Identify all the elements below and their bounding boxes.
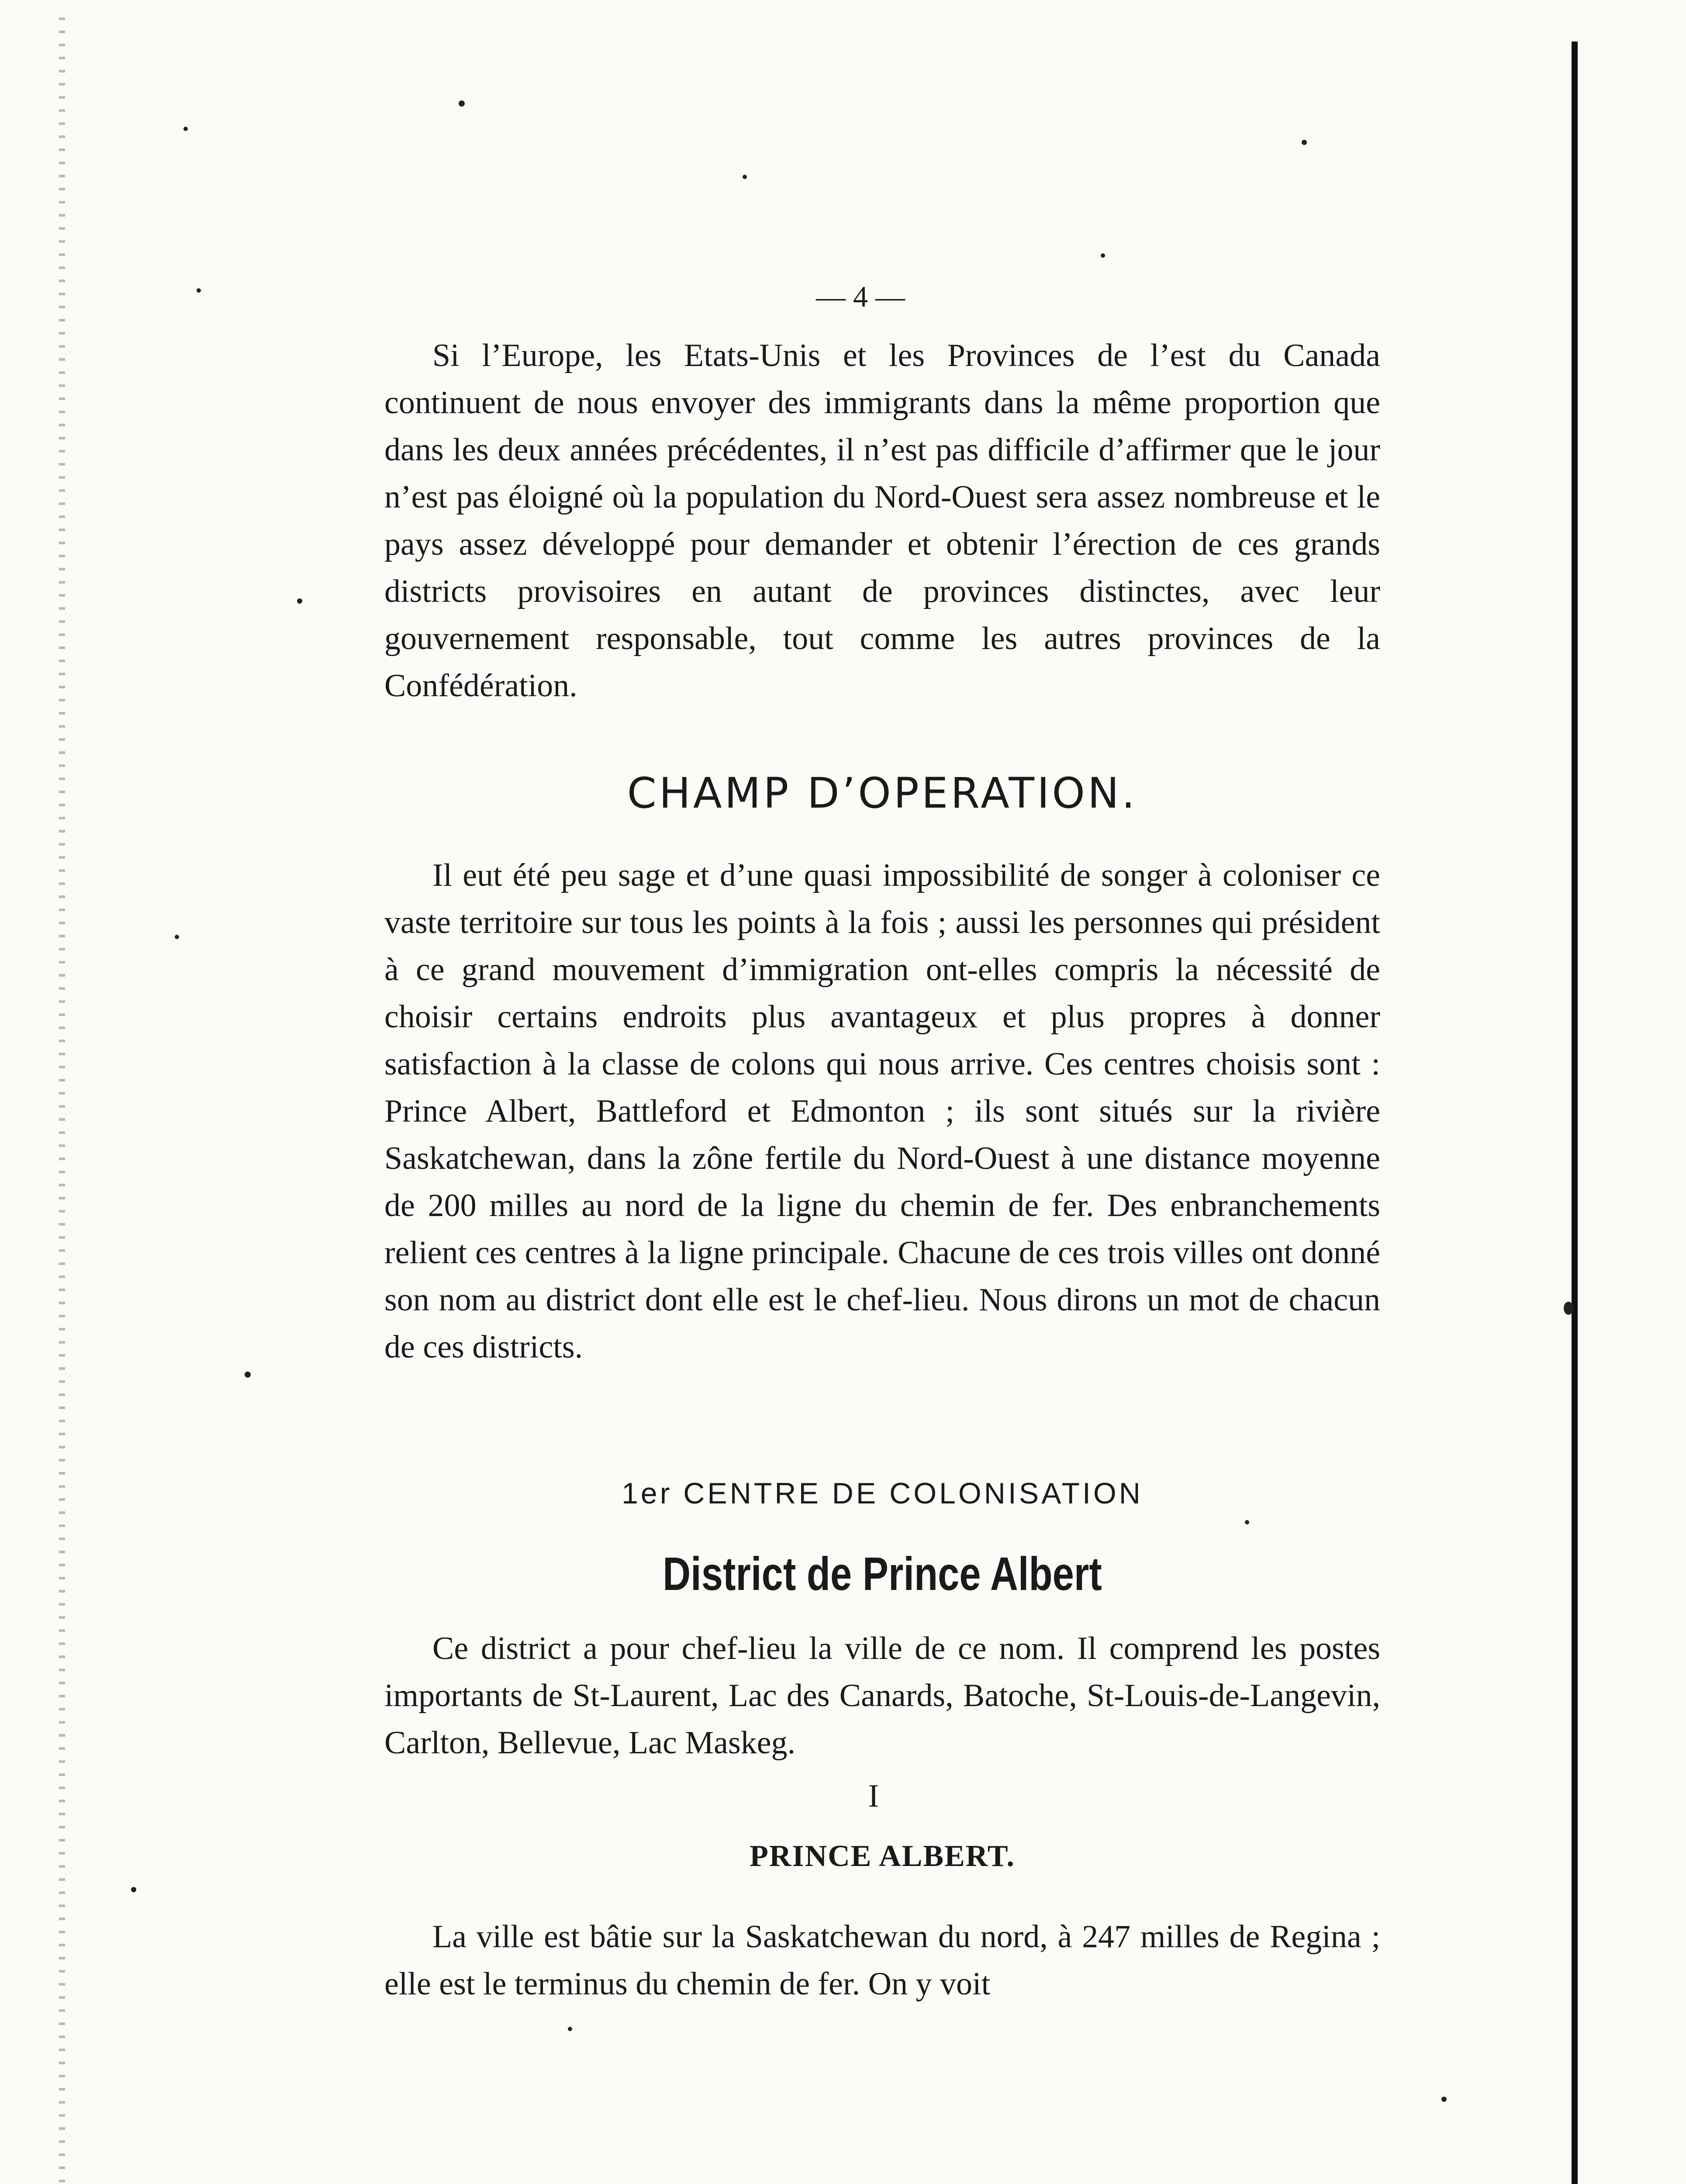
scan-speck [175, 935, 179, 939]
scan-speck [197, 288, 201, 293]
champ-text-block [384, 852, 1380, 1371]
paragraph-district: Ce district a pour chef-lieu la ville de ce nom. Il comprend les postes importants de St-Laurent, Lac des Canards, Batoche, St-Louis-de-Langevin, Carlton, Bellevue, Lac Maskeg. [384, 1631, 1380, 1761]
district-text-block [384, 1625, 1380, 1766]
paragraph-prince-albert: La ville est bâtie sur la Saskatchewan du nord, à 247 milles de Regina ; elle est le terminus du chemin de fer. On y voit [384, 1919, 1380, 2002]
heading-prince-albert: PRINCE ALBERT. [750, 1839, 1015, 1873]
scan-speck [245, 1372, 251, 1378]
heading-champ-operation: CHAMP D’OPERATION. [627, 769, 1138, 818]
paragraph-champ-operation: Il eut été peu sage et d’une quasi impossibilité de songer à coloniser ce vaste territoire sur tous les points à la fois ; aussi les personnes qui président à ce grand mouvement d’immigration ont-elles compris la nécessité de choisir certains endroits plus avantageux et plus propres à donner satisfaction à la classe de colons qui nous arrive. Ces centres choisis sont : Prince Albert, Battleford et Edmonton ; ils sont situés sur la rivière Saskatchewan, dans la zône fertile du Nord-Ouest à une distance moyenne de 200 milles au nord de la ligne du chemin de fer. Des enbranchements relient ces centres à la ligne principale. Chacune de ces trois villes ont donné son nom au district dont elle est le chef-lieu. Nous dirons un mot de chacun de ces districts. [384, 857, 1380, 1365]
scan-right-border [1572, 41, 1578, 2184]
page-number: — 4 — [816, 280, 905, 313]
scan-left-edge [59, 17, 65, 2184]
scan-speck [568, 2027, 572, 2031]
scan-speck [459, 100, 465, 107]
section-numeral: I [868, 1778, 879, 1814]
paragraph-intro: Si l’Europe, les Etats-Unis et les Provinces de l’est du Canada continuent de nous envoyer des immigrants dans la même proportion que dans les deux années précédentes, il n’est pas difficile d’affirmer que le jour n’est pas éloigné où la population du Nord-Ouest sera assez nombreuse et le pays assez développé pour demander et obtenir l’érection de ces grands districts provisoires en autant de provinces distinctes, avec leur gouvernement responsable, tout comme les autres provinces de la Confédération. [384, 338, 1380, 704]
heading-district-prince-albert: District de Prince Albert [663, 1547, 1102, 1600]
scan-speck [1564, 1302, 1573, 1315]
scan-speck [1101, 253, 1105, 258]
scan-speck [743, 175, 747, 179]
scan-speck [183, 127, 188, 131]
heading-centre-colonisation: 1er CENTRE DE COLONISATION [622, 1477, 1143, 1510]
prince-albert-text-block [384, 1913, 1380, 2008]
scan-speck [1302, 140, 1307, 145]
intro-text-block [384, 332, 1380, 709]
scan-speck [1441, 2097, 1447, 2102]
scan-speck [131, 1887, 136, 1892]
scan-speck [1245, 1520, 1249, 1524]
scan-speck [297, 598, 302, 604]
